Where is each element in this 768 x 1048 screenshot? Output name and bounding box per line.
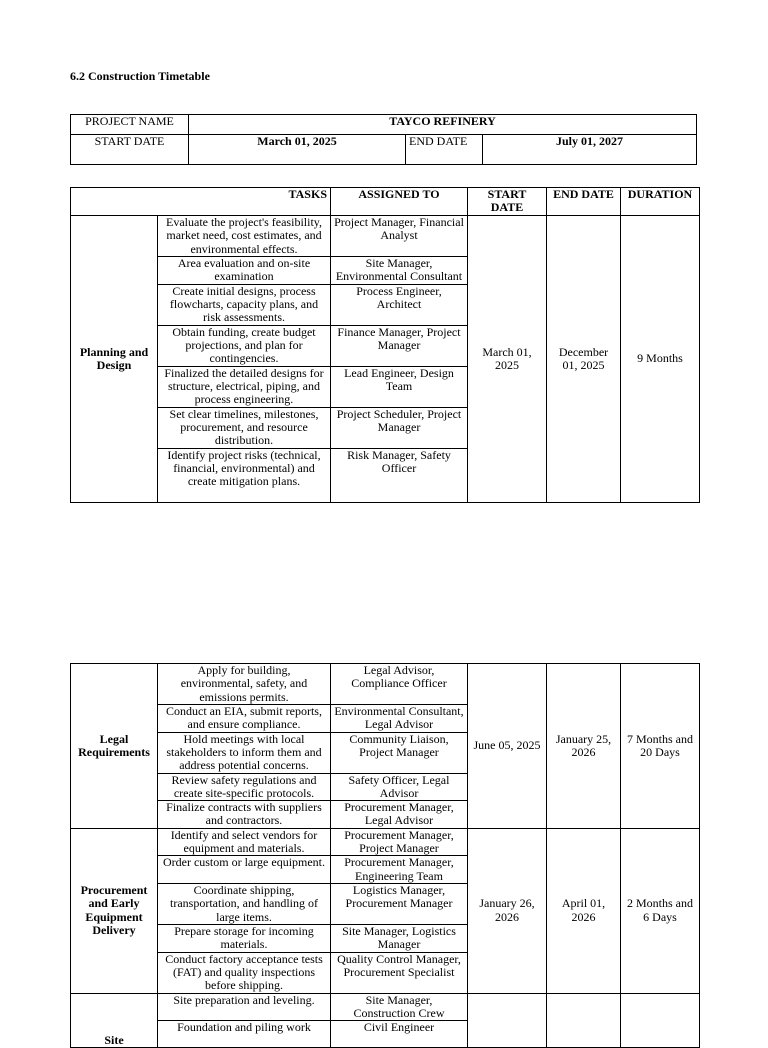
assigned-cell: Legal Advisor, Compliance Officer	[331, 664, 468, 705]
section-title: 6.2 Construction Timetable	[70, 69, 210, 83]
task-cell: Obtain funding, create budget projections, and plan for contingencies.	[158, 325, 331, 366]
task-cell: Prepare storage for incoming materials.	[158, 924, 331, 952]
table-row	[71, 216, 700, 257]
task-cell: Apply for building, environmental, safety, and emissions permits.	[158, 664, 331, 705]
task-cell: Identify project risks (technical, financial, environmental) and create mitigation plans.	[158, 448, 331, 502]
project-info-table	[70, 114, 697, 165]
task-cell: Create initial designs, process flowcharts, capacity plans, and risk assessments.	[158, 284, 331, 325]
header-duration: DURATION	[621, 188, 700, 216]
assigned-cell: Process Engineer, Architect	[331, 284, 468, 325]
project-name-label: PROJECT NAME	[71, 115, 189, 135]
task-cell: Evaluate the project's feasibility, market need, cost estimates, and environmental effects.	[158, 216, 331, 257]
project-start-date: March 01, 2025	[189, 135, 406, 165]
assigned-cell: Community Liaison, Project Manager	[331, 732, 468, 773]
project-name: TAYCO REFINERY	[189, 115, 697, 135]
task-cell: Set clear timelines, milestones, procurement, and resource distribution.	[158, 407, 331, 448]
phase-end-date: January 25, 2026	[547, 664, 621, 829]
task-cell: Site preparation and leveling.	[158, 993, 331, 1021]
task-cell: Hold meetings with local stakeholders to inform them and address potential concerns.	[158, 732, 331, 773]
end-date-label: END DATE	[406, 135, 483, 165]
task-cell: Conduct factory acceptance tests (FAT) and quality inspections before shipping.	[158, 952, 331, 993]
header-end-date: END DATE	[547, 188, 621, 216]
phase-label: Planning and Design	[71, 216, 158, 503]
phase-label: Procurement and Early Equipment Delivery	[71, 828, 158, 993]
phase-label: Site	[71, 993, 158, 1048]
phase-start-date: March 01, 2025	[468, 216, 547, 503]
assigned-cell: Risk Manager, Safety Officer	[331, 448, 468, 502]
task-cell: Area evaluation and on-site examination	[158, 257, 331, 285]
header-assigned: ASSIGNED TO	[331, 188, 468, 216]
assigned-cell: Site Manager, Construction Crew	[331, 993, 468, 1021]
task-cell: Finalize contracts with suppliers and contractors.	[158, 801, 331, 829]
assigned-cell: Site Manager, Logistics Manager	[331, 924, 468, 952]
header-tasks: TASKS	[71, 188, 331, 216]
task-cell: Order custom or large equipment.	[158, 856, 331, 884]
phase-duration: 2 Months and 6 Days	[621, 828, 700, 993]
assigned-cell: Safety Officer, Legal Advisor	[331, 773, 468, 801]
timetable-planning	[70, 187, 700, 503]
assigned-cell: Procurement Manager, Engineering Team	[331, 856, 468, 884]
assigned-cell: Project Manager, Financial Analyst	[331, 216, 468, 257]
phase-duration: 9 Months	[621, 216, 700, 503]
project-end-date: July 01, 2027	[483, 135, 697, 165]
phase-start-date: January 26, 2026	[468, 828, 547, 993]
assigned-cell: Quality Control Manager, Procurement Specialist	[331, 952, 468, 993]
phase-end-date	[547, 993, 621, 1048]
assigned-cell: Logistics Manager, Procurement Manager	[331, 883, 468, 924]
task-cell: Conduct an EIA, submit reports, and ensure compliance.	[158, 705, 331, 733]
assigned-cell: Project Scheduler, Project Manager	[331, 407, 468, 448]
phase-duration	[621, 993, 700, 1048]
phase-end-date: April 01, 2026	[547, 828, 621, 993]
task-cell: Review safety regulations and create site-specific protocols.	[158, 773, 331, 801]
start-date-label: START DATE	[71, 135, 189, 165]
phase-start-date	[468, 993, 547, 1048]
header-start-date: START DATE	[468, 188, 547, 216]
phase-start-date: June 05, 2025	[468, 664, 547, 829]
assigned-cell: Procurement Manager, Legal Advisor	[331, 801, 468, 829]
phase-duration: 7 Months and 20 Days	[621, 664, 700, 829]
assigned-cell: Finance Manager, Project Manager	[331, 325, 468, 366]
task-cell: Finalized the detailed designs for structure, electrical, piping, and process engineering.	[158, 366, 331, 407]
table-row	[71, 828, 700, 856]
assigned-cell: Procurement Manager, Project Manager	[331, 828, 468, 856]
assigned-cell: Civil Engineer	[331, 1021, 468, 1048]
assigned-cell: Site Manager, Environmental Consultant	[331, 257, 468, 285]
phase-end-date: December 01, 2025	[547, 216, 621, 503]
timetable-continued	[70, 663, 700, 1048]
task-cell: Identify and select vendors for equipment and materials.	[158, 828, 331, 856]
assigned-cell: Lead Engineer, Design Team	[331, 366, 468, 407]
assigned-cell: Environmental Consultant, Legal Advisor	[331, 705, 468, 733]
task-cell: Foundation and piling work	[158, 1021, 331, 1048]
table-row	[71, 993, 700, 1021]
task-cell: Coordinate shipping, transportation, and handling of large items.	[158, 883, 331, 924]
phase-label: Legal Requirements	[71, 664, 158, 829]
table-row	[71, 664, 700, 705]
